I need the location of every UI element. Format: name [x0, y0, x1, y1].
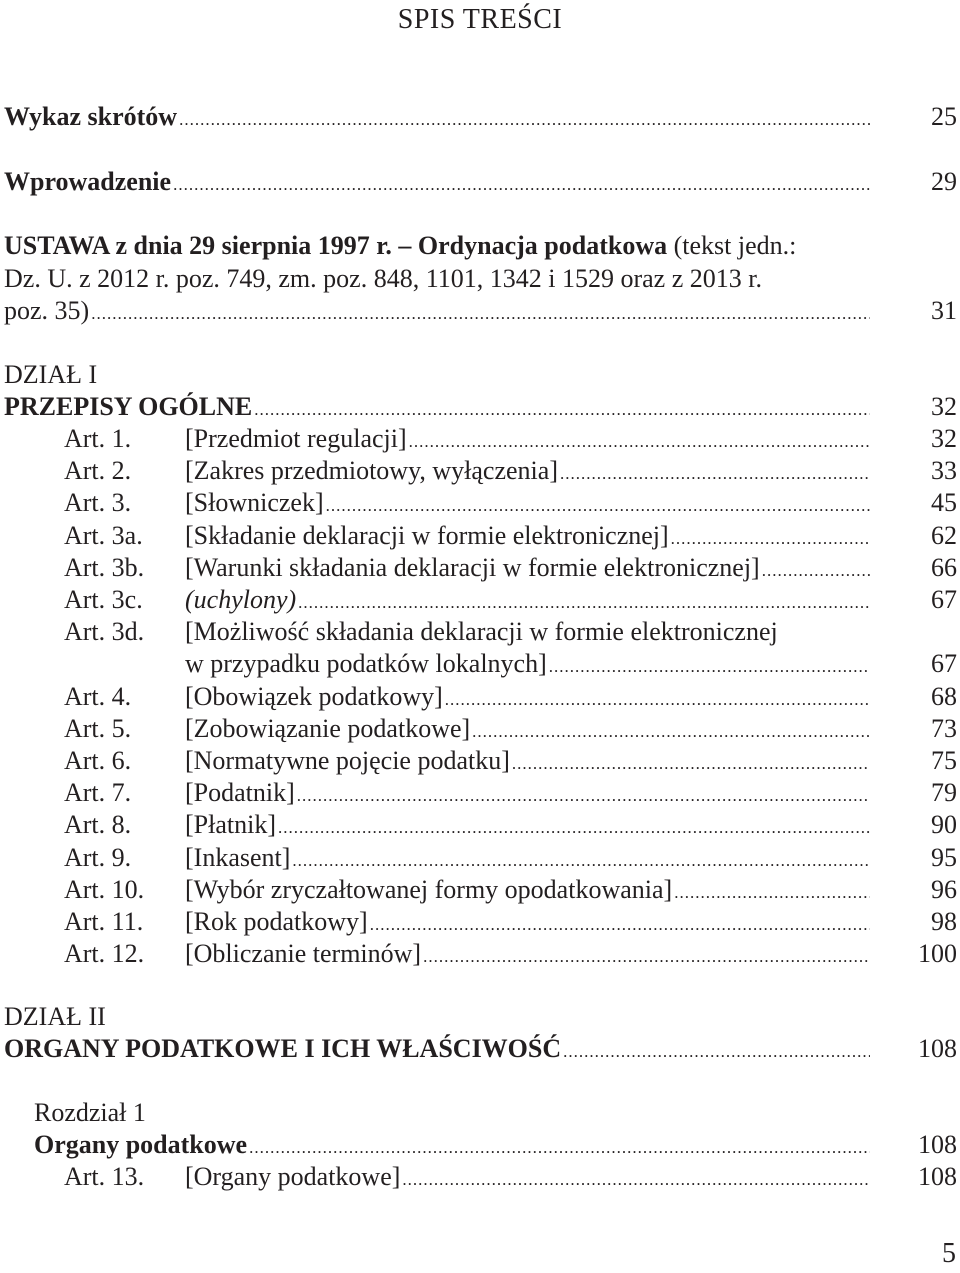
toc-entry-label: Wykaz skrótów — [4, 102, 178, 131]
toc-entry-ustawa[interactable] — [0, 295, 960, 327]
article-title: [Podatnik] — [185, 778, 295, 807]
page-number: 108 — [918, 1130, 957, 1159]
toc-entry-article[interactable] — [0, 552, 960, 584]
article-number: Art. 3d. — [64, 617, 145, 646]
toc-entry-dzial-2[interactable] — [0, 1033, 960, 1065]
page-number: 66 — [931, 553, 957, 582]
article-title: [Wybór zryczałtowanej formy opodatkowania] — [185, 875, 673, 904]
toc-entry-article[interactable] — [0, 906, 960, 938]
chapter-label — [0, 1097, 960, 1129]
section-label — [0, 359, 960, 391]
article-number: Art. 2. — [64, 456, 132, 485]
dot-leader — [472, 716, 870, 748]
toc-entry-article-line1 — [0, 616, 960, 648]
toc-entry-label: Wprowadzenie — [4, 167, 172, 196]
page-number: 98 — [931, 907, 957, 936]
dzial-2-title: ORGANY PODATKOWE I ICH WŁAŚCIWOŚĆ — [4, 1034, 562, 1063]
ustawa-source-end: poz. 35) — [4, 296, 90, 325]
page-number: 79 — [931, 778, 957, 807]
page-number: 32 — [931, 424, 957, 453]
dot-leader — [423, 941, 870, 973]
article-title: [Słowniczek] — [185, 488, 324, 517]
dot-leader — [512, 748, 870, 780]
rozdzial-1-title: Organy podatkowe — [34, 1130, 248, 1159]
dot-leader — [674, 877, 870, 909]
article-title: [Obowiązek podatkowy] — [185, 682, 443, 711]
article-number: Art. 3b. — [64, 553, 145, 582]
article-title: [Normatywne pojęcie podatku] — [185, 746, 510, 775]
toc-entry-article[interactable] — [0, 423, 960, 455]
dot-leader — [91, 298, 870, 330]
dzial-2-label: DZIAŁ II — [4, 1002, 106, 1031]
article-title: [Przedmiot regulacji] — [185, 424, 407, 453]
page-number: 75 — [931, 746, 957, 775]
toc-entry-ustawa-line1 — [0, 230, 960, 262]
article-title: [Warunki składania deklaracji w formie elektronicznej] — [185, 553, 760, 582]
toc-entry-skroty[interactable] — [0, 101, 960, 133]
article-title: [Organy podatkowe] — [185, 1162, 401, 1191]
page-number: 73 — [931, 714, 957, 743]
page-number: 29 — [931, 167, 957, 196]
toc-entry-rozdzial-1[interactable] — [0, 1129, 960, 1161]
dot-leader — [298, 587, 870, 619]
article-number: Art. 6. — [64, 746, 132, 775]
dot-leader — [292, 845, 870, 877]
article-number: Art. 3c. — [64, 585, 143, 614]
article-title: [Obliczanie terminów] — [185, 939, 422, 968]
page-number: 25 — [931, 102, 957, 131]
page-number: 68 — [931, 682, 957, 711]
page-number: 95 — [931, 843, 957, 872]
article-title: [Możliwość składania deklaracji w formie elektronicznej — [185, 617, 778, 646]
page-number: 96 — [931, 875, 957, 904]
toc-entry-article[interactable] — [0, 487, 960, 519]
dot-leader — [671, 523, 870, 555]
page-folio: 5 — [942, 1238, 956, 1269]
page-number: 67 — [931, 585, 957, 614]
toc-entry-article[interactable] — [0, 1161, 960, 1193]
toc-entry-ustawa-line2 — [0, 263, 960, 295]
dot-leader — [297, 780, 870, 812]
dot-leader — [445, 684, 870, 716]
page-number: 32 — [931, 392, 957, 421]
toc-entry-article[interactable] — [0, 713, 960, 745]
toc-entry-article[interactable] — [0, 648, 960, 680]
article-number: Art. 9. — [64, 843, 132, 872]
page-number: 108 — [918, 1034, 957, 1063]
toc-entry-wprowadzenie[interactable] — [0, 166, 960, 198]
dot-leader — [326, 490, 870, 522]
ustawa-source: Dz. U. z 2012 r. poz. 749, zm. poz. 848, 1101, 1342 i 1529 oraz z 2013 r. — [4, 264, 762, 293]
dot-leader — [563, 1036, 870, 1068]
dot-leader — [249, 1132, 870, 1164]
toc-entry-article[interactable] — [0, 777, 960, 809]
article-number: Art. 5. — [64, 714, 132, 743]
dot-leader — [278, 812, 870, 844]
toc-entry-article[interactable] — [0, 938, 960, 970]
article-number: Art. 13. — [64, 1162, 145, 1191]
page-number: 33 — [931, 456, 957, 485]
toc-entry-article[interactable] — [0, 809, 960, 841]
page-title: SPIS TREŚCI — [397, 4, 563, 35]
article-number: Art. 3. — [64, 488, 132, 517]
dot-leader — [762, 555, 870, 587]
dot-leader — [179, 104, 870, 136]
article-title: [Zakres przedmiotowy, wyłączenia] — [185, 456, 558, 485]
page-number: 31 — [931, 296, 957, 325]
article-number: Art. 7. — [64, 778, 132, 807]
dzial-1-title: PRZEPISY OGÓLNE — [4, 392, 253, 421]
dot-leader — [560, 458, 870, 490]
page-number: 108 — [918, 1162, 957, 1191]
article-title: [Rok podatkowy] — [185, 907, 368, 936]
toc-entry-article[interactable] — [0, 874, 960, 906]
article-title: [Inkasent] — [185, 843, 291, 872]
toc-entry-article[interactable] — [0, 842, 960, 874]
dot-leader — [549, 651, 870, 683]
page-number: 67 — [931, 649, 957, 678]
dot-leader — [370, 909, 870, 941]
rozdzial-1-label: Rozdział 1 — [34, 1098, 146, 1127]
article-title: [Zobowiązanie podatkowe] — [185, 714, 471, 743]
page-number: 62 — [931, 521, 957, 550]
section-label — [0, 1001, 960, 1033]
dzial-1-label: DZIAŁ I — [4, 360, 98, 389]
article-number: Art. 3a. — [64, 521, 143, 550]
article-number: Art. 1. — [64, 424, 132, 453]
toc-entry-article[interactable] — [0, 584, 960, 616]
ustawa-source-start: (tekst jedn.: — [667, 231, 797, 260]
article-title-continued: w przypadku podatków lokalnych] — [185, 649, 547, 678]
toc-entry-article[interactable] — [0, 455, 960, 487]
article-number: Art. 12. — [64, 939, 145, 968]
article-title: [Składanie deklaracji w formie elektronicznej] — [185, 521, 669, 550]
ustawa-title: USTAWA z dnia 29 sierpnia 1997 r. – Ordynacja podatkowa — [4, 231, 668, 260]
toc-entry-article[interactable] — [0, 681, 960, 713]
page-number: 90 — [931, 810, 957, 839]
page-number: 45 — [931, 488, 957, 517]
article-number: Art. 8. — [64, 810, 132, 839]
article-title: (uchylony) — [185, 585, 297, 614]
dot-leader — [254, 394, 870, 426]
article-number: Art. 11. — [64, 907, 144, 936]
dot-leader — [409, 426, 870, 458]
article-title: [Płatnik] — [185, 810, 276, 839]
article-number: Art. 10. — [64, 875, 145, 904]
toc-entry-article[interactable] — [0, 745, 960, 777]
toc-entry-dzial-1[interactable] — [0, 391, 960, 423]
dot-leader — [402, 1164, 870, 1196]
article-number: Art. 4. — [64, 682, 132, 711]
dot-leader — [173, 169, 870, 201]
page-number: 100 — [918, 939, 957, 968]
toc-entry-article[interactable] — [0, 520, 960, 552]
